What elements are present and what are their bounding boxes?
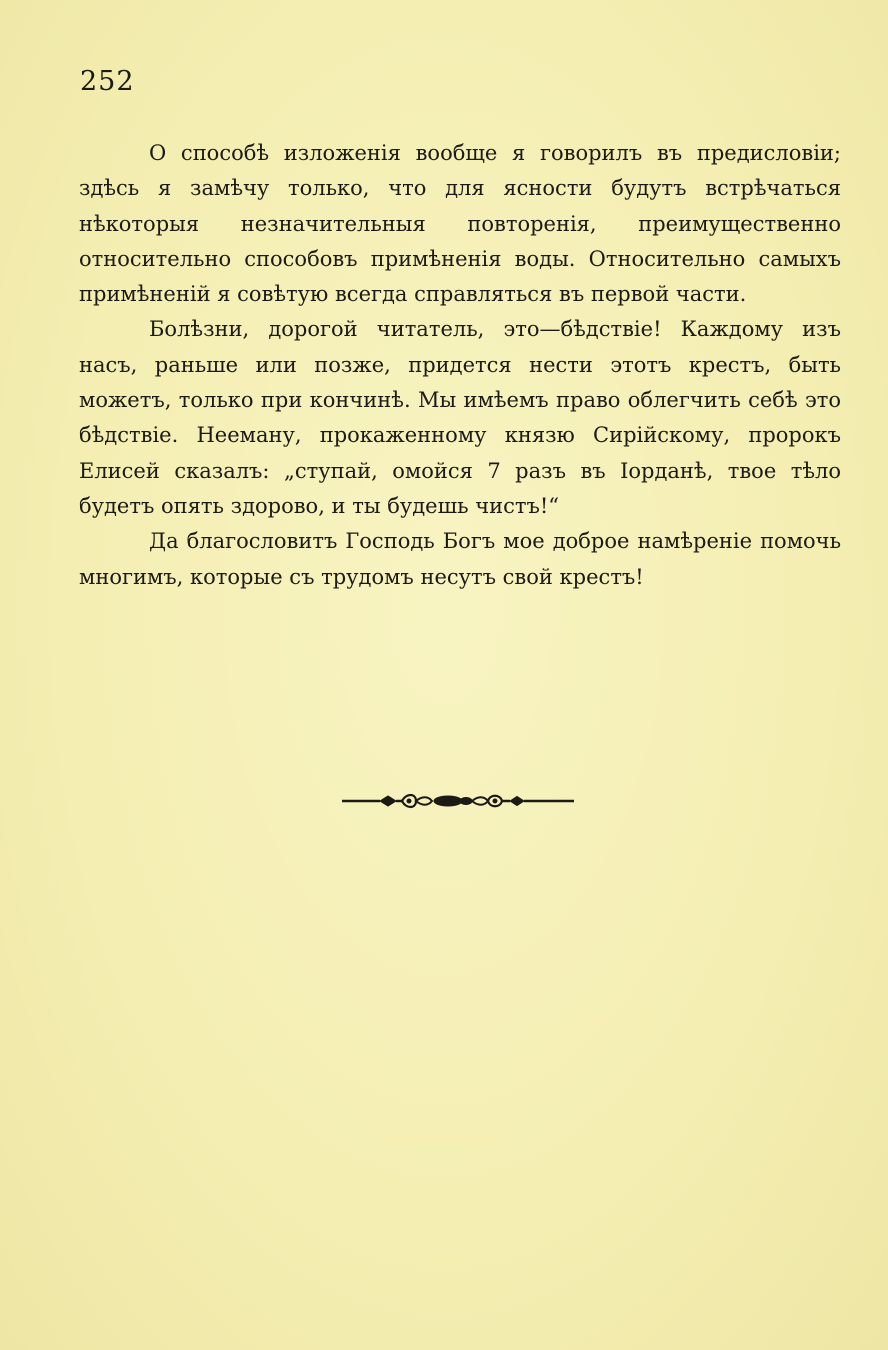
paragraph-illness: Болѣзни, дорогой читатель, это—бѣдствіе! Каждому изъ насъ, раньше или позже, придется нести этотъ крестъ, быть можетъ, только при кончинѣ. Мы имѣемъ право облегчить себѣ это бѣдствіе. Нееману, прокаженному князю Сирійскому, пророкъ Елисей сказалъ: „ступай, омойся 7 разъ въ Іорданѣ, твое тѣло будетъ опять здорово, и ты будешь чистъ!“: [79, 317, 841, 518]
paragraph-presentation-method: О способѣ изложенія вообще я говорилъ въ предисловіи; здѣсь я замѣчу только, что для ясности будутъ встрѣчаться нѣкоторыя незначительныя повторенія, преимущественно относительно способовъ примѣненія воды. Относительно самыхъ примѣненій я совѣтую всегда справляться въ первой части.: [79, 141, 841, 307]
ornamental-divider-icon: [340, 790, 576, 812]
paragraph-blessing: Да благословитъ Господь Богъ мое доброе намѣреніе помочь многимъ, которые съ трудомъ несутъ свой крестъ!: [79, 529, 841, 589]
text-block: [79, 136, 841, 595]
page-number: 252: [80, 66, 135, 97]
